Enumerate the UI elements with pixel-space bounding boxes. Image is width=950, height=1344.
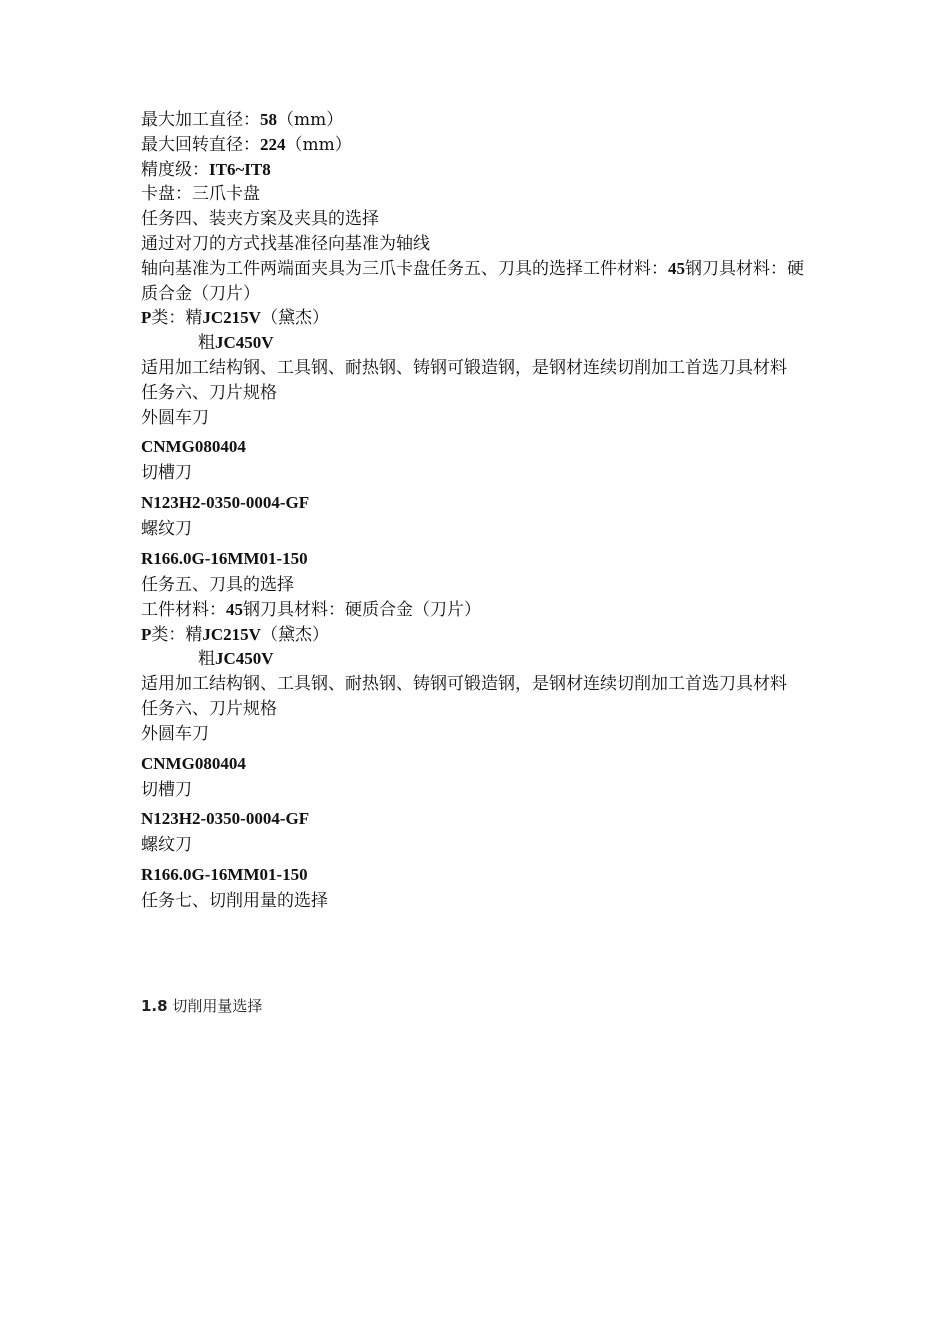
turning-tool-code: CNMG080404 bbox=[141, 437, 246, 457]
max-machining-diameter: 最大加工直径：58（mm） bbox=[141, 110, 344, 130]
document-body bbox=[141, 108, 811, 914]
radial-datum-text: 通过对刀的方式找基准径向基准为轴线 bbox=[141, 233, 430, 254]
applicable-materials: 适用加工结构钢、工具钢、耐热钢、铸钢可锻造钢，是钢材连续切削加工首选刀具材料 bbox=[141, 357, 787, 378]
turning-tool-label: 外圆车刀 bbox=[141, 407, 209, 428]
task4-heading: 任务四、装夹方案及夹具的选择 bbox=[141, 209, 379, 230]
chuck-type: 卡盘：三爪卡盘 bbox=[141, 184, 260, 205]
task5-heading: 任务五、刀具的选择 bbox=[141, 574, 294, 595]
thread-tool-code: R166.0G-16MM01-150 bbox=[141, 548, 308, 568]
grooving-tool-label: 切槽刀 bbox=[141, 463, 192, 484]
axial-datum-paragraph: 轴向基准为工件两端面夹具为三爪卡盘任务五、刀具的选择工件材料：45钢刀具材料：硬质合金（刀片） bbox=[141, 258, 804, 304]
section-number: 1.8 bbox=[141, 997, 168, 1015]
p-class-fine: P类：精JC215V（黛杰） bbox=[141, 308, 329, 329]
workpiece-material: 工件材料：45钢刀具材料：硬质合金（刀片） bbox=[141, 599, 481, 620]
section-heading bbox=[141, 995, 262, 1017]
task7-heading: 任务七、切削用量的选择 bbox=[141, 891, 328, 912]
task6-heading: 任务六、刀片规格 bbox=[141, 698, 277, 719]
p-class-rough: 粗JC450V bbox=[198, 333, 274, 354]
grooving-tool-code: N123H2-0350-0004-GF bbox=[141, 809, 310, 829]
task6-heading: 任务六、刀片规格 bbox=[141, 382, 277, 403]
turning-tool-code: CNMG080404 bbox=[141, 753, 246, 773]
thread-tool-code: R166.0G-16MM01-150 bbox=[141, 865, 308, 885]
precision-grade: 精度级：IT6~IT8 bbox=[141, 159, 271, 180]
p-class-fine: P类：精JC215V（黛杰） bbox=[141, 624, 329, 645]
max-swing-diameter: 最大回转直径：224（mm） bbox=[141, 134, 352, 155]
applicable-materials: 适用加工结构钢、工具钢、耐热钢、铸钢可锻造钢，是钢材连续切削加工首选刀具材料 bbox=[141, 674, 787, 695]
turning-tool-label: 外圆车刀 bbox=[141, 723, 209, 744]
grooving-tool-label: 切槽刀 bbox=[141, 779, 192, 800]
thread-tool-label: 螺纹刀 bbox=[141, 519, 192, 540]
section-title: 切削用量选择 bbox=[172, 997, 263, 1015]
grooving-tool-code: N123H2-0350-0004-GF bbox=[141, 493, 310, 513]
thread-tool-label: 螺纹刀 bbox=[141, 835, 192, 856]
p-class-rough: 粗JC450V bbox=[198, 649, 274, 670]
